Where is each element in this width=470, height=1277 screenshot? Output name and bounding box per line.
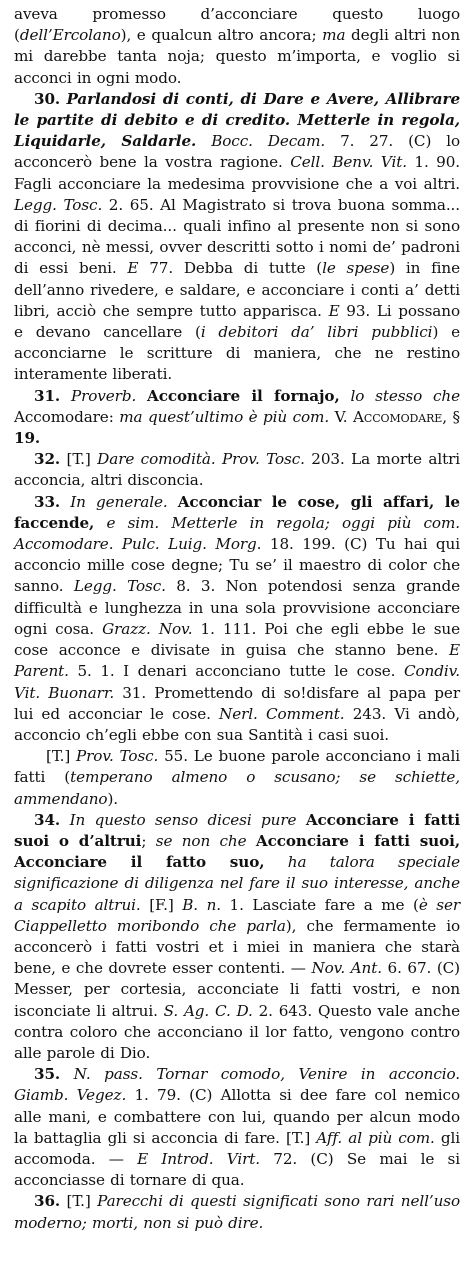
text-run: 1. 90. Fagli acconciare la medesima provvisione che a voi altri. xyxy=(14,153,466,193)
text-run xyxy=(247,832,256,850)
text-run: aveva promesso d’acconciare questo luogo ( xyxy=(14,5,466,45)
section-number: 19. xyxy=(14,429,41,448)
text-run: 7. 27. (C) lo acconcerò bene la vostra ragione. xyxy=(14,132,466,172)
italic-run: B. n. xyxy=(182,895,221,914)
text-run xyxy=(168,493,178,511)
bold-run: Acconciar le cose, gli affari, le faccende, xyxy=(14,492,466,532)
italic-run: Condiv. Vit. Buonarr. xyxy=(14,662,466,702)
section-number: 31. xyxy=(34,386,61,405)
text-run xyxy=(264,853,287,871)
text-run xyxy=(340,387,351,405)
italic-run: ha talora speciale significazione di diligenza nel fare il suo interesse, anche a scapito altrui. xyxy=(14,853,466,914)
text-run xyxy=(60,811,69,829)
italic-run: lo stesso che xyxy=(350,386,460,405)
italic-run: S. Ag. C. D. xyxy=(163,1001,253,1020)
text-run xyxy=(196,132,211,150)
text-run: ), e qualcun altro ancora; xyxy=(120,26,323,45)
italic-run: Cell. Benv. Vit. xyxy=(290,153,407,172)
entry-paragraph xyxy=(14,492,466,746)
entry-paragraph xyxy=(14,810,466,1064)
italic-run: In questo senso dicesi pure xyxy=(69,810,297,829)
text-run xyxy=(60,493,70,511)
italic-run: ma xyxy=(322,26,346,45)
italic-run: E Parent. xyxy=(14,641,466,681)
text-run: [T.] xyxy=(46,747,76,766)
italic-run: Proverb. xyxy=(70,386,137,405)
text-run: 55. Le buone parole acconciano i mali fatti ( xyxy=(14,747,466,787)
italic-run: E xyxy=(328,301,340,320)
text-run: , § xyxy=(442,407,466,426)
text-run: gli accomoda. — xyxy=(14,1128,466,1168)
section-number: 36. xyxy=(34,1192,61,1211)
text-run xyxy=(60,387,71,405)
entry-paragraph xyxy=(14,1191,466,1233)
section-number: 30. xyxy=(34,89,61,108)
italic-run: Legg. Tosc. xyxy=(14,195,103,214)
entry-paragraph xyxy=(14,89,466,386)
italic-run: Legg. Tosc. xyxy=(73,577,166,596)
text-run: 203. La morte altri acconcia, altri disconcia. xyxy=(14,450,466,490)
bold-run: Acconciare i fatti suoi, Acconciare il fatto suo, xyxy=(14,831,466,872)
note-paragraph xyxy=(14,746,466,810)
text-run xyxy=(136,387,147,405)
bold-run: Acconciare i fatti suoi o d’altrui xyxy=(14,810,466,850)
text-run: degli altri non mi darebbe tanta noja; questo m’importa, e voglio si acconci in ogni modo. xyxy=(14,26,466,87)
text-run: 18. 199. (C) Tu hai qui acconcio mille cose degne; Tu se’ il maestro di color che sanno. xyxy=(14,535,466,596)
entry-paragraph xyxy=(14,386,466,450)
text-run: 1. 79. (C) Allotta si dee fare col nemico alle mani, e combattere con lui, quando per alcun modo la battaglia gli si acconcia di fare. [T.] xyxy=(14,1086,466,1147)
italic-run: N. pass. Tornar comodo, Venire in acconcio. Giamb. Vegez. xyxy=(14,1065,466,1105)
italic-run: Bocc. Decam. xyxy=(211,132,326,151)
text-run: 2. 643. Questo vale anche contra coloro che acconciano il lor fatto, vengono contro alle parole di Dio. xyxy=(14,1001,466,1062)
italic-run: Aff. al più com. xyxy=(316,1128,435,1147)
section-number: 32. xyxy=(34,450,61,469)
text-run: [T.] xyxy=(60,450,98,469)
italic-run: E xyxy=(127,259,139,278)
text-run: 5. 1. I denari acconciano tutte le cose. xyxy=(68,662,404,681)
continued-paragraph xyxy=(14,4,466,89)
text-run: 6. 67. (C) Messer, per cortesia, acconciate li fatti vostri, e non isconciate li altrui. xyxy=(14,959,466,1020)
italic-run: Nov. Ant. xyxy=(311,959,382,978)
entry-paragraph xyxy=(14,449,466,491)
text-run xyxy=(60,1065,74,1083)
text-run: 93. Li possano e devano cancellare ( xyxy=(14,301,466,342)
section-number: 34. xyxy=(34,810,61,829)
italic-run: i debitori da’ libri pubblici xyxy=(200,323,433,342)
text-run xyxy=(94,514,106,532)
italic-run: Nerl. Comment. xyxy=(219,704,345,723)
text-run: V. xyxy=(329,407,354,426)
italic-run: dell’Ercolano xyxy=(19,26,121,45)
text-run xyxy=(296,811,305,829)
bold-run: Acconciare il fornajo, xyxy=(147,386,340,405)
dictionary-text-column xyxy=(14,4,466,1234)
italic-run: In generale. xyxy=(70,492,168,511)
text-run: ). xyxy=(107,789,118,808)
text-run: 72. (C) Se mai le si acconciasse di tornare di qua. xyxy=(14,1149,466,1190)
italic-run: è ser Ciappelletto moribondo che parla xyxy=(14,895,466,935)
italic-run: temperano almeno o scusano; se schiette, ammendano xyxy=(14,768,466,808)
text-run: 2. 65. Al Magistrato si trova buona somma... di fiorini di decima... quali infino al presente non si sono acconci, nè messi, ovver descritti sotto i nomi de’ padroni di essi beni. xyxy=(14,195,466,278)
italic-run: Prov. Tosc. xyxy=(76,747,159,766)
italic-run: Grazz. Nov. xyxy=(102,619,193,638)
text-run: ; xyxy=(141,831,156,850)
text-run: ), che fermamente io acconcerò i fatti vostri et i miei in maniera che starà bene, e che dovrete esser contenti. — xyxy=(14,916,466,978)
italic-run: E Introd. Virt. xyxy=(137,1149,261,1168)
small-caps-run: Accomodare xyxy=(353,407,443,426)
text-run: ) in fine dell’anno rivedere, e saldare, e acconciare i conti a’ detti libri, acciò che sempre tutto apparisca. xyxy=(14,259,466,320)
text-run: ) e acconciarne le scritture di maniera, che ne restino interamente liberati. xyxy=(14,323,466,384)
text-run: 243. Vi andò, acconcio ch’egli ebbe con sua Santità i casi suoi. xyxy=(14,704,466,744)
italic-run: ma quest’ultimo è più com. xyxy=(119,407,330,426)
text-run: 31. Promettendo di so!disfare al papa per lui ed acconciar le cose. xyxy=(14,683,466,723)
italic-run: Dare comodità. Prov. Tosc. xyxy=(97,450,305,469)
text-run: [F.] xyxy=(140,895,183,914)
italic-run: le spese xyxy=(322,259,390,278)
section-number: 33. xyxy=(34,492,61,511)
text-run: 77. Debba di tutte ( xyxy=(138,259,323,278)
italic-run: se non che xyxy=(155,831,247,850)
entry-paragraph xyxy=(14,1064,466,1191)
italic-run: e sim. Metterle in regola; oggi più com. Accomodare. Pulc. Luig. Morg. xyxy=(14,513,466,554)
text-run: 1. Lasciate fare a me ( xyxy=(220,895,419,914)
section-number: 35. xyxy=(34,1065,61,1084)
italic-run: Parecchi di questi significati sono rari nell’uso moderno; morti, non si può dire. xyxy=(14,1192,466,1232)
text-run: [T.] xyxy=(60,1192,98,1211)
bold-italic-run: Parlandosi di conti, di Dare e Avere, Allibrare le partite di debito e di credito. Metterle in regola, Liquidarle, Saldarle. xyxy=(14,89,466,151)
text-run: 1. 111. Poi che egli ebbe le sue cose acconce e divisate in guisa che stanno bene. xyxy=(14,619,466,660)
text-run: 8. 3. Non potendosi senza grande difficultà e lunghezza in una sola provvisione acconciare ogni cosa. xyxy=(14,577,466,638)
text-run: Accomodare: xyxy=(14,386,466,426)
